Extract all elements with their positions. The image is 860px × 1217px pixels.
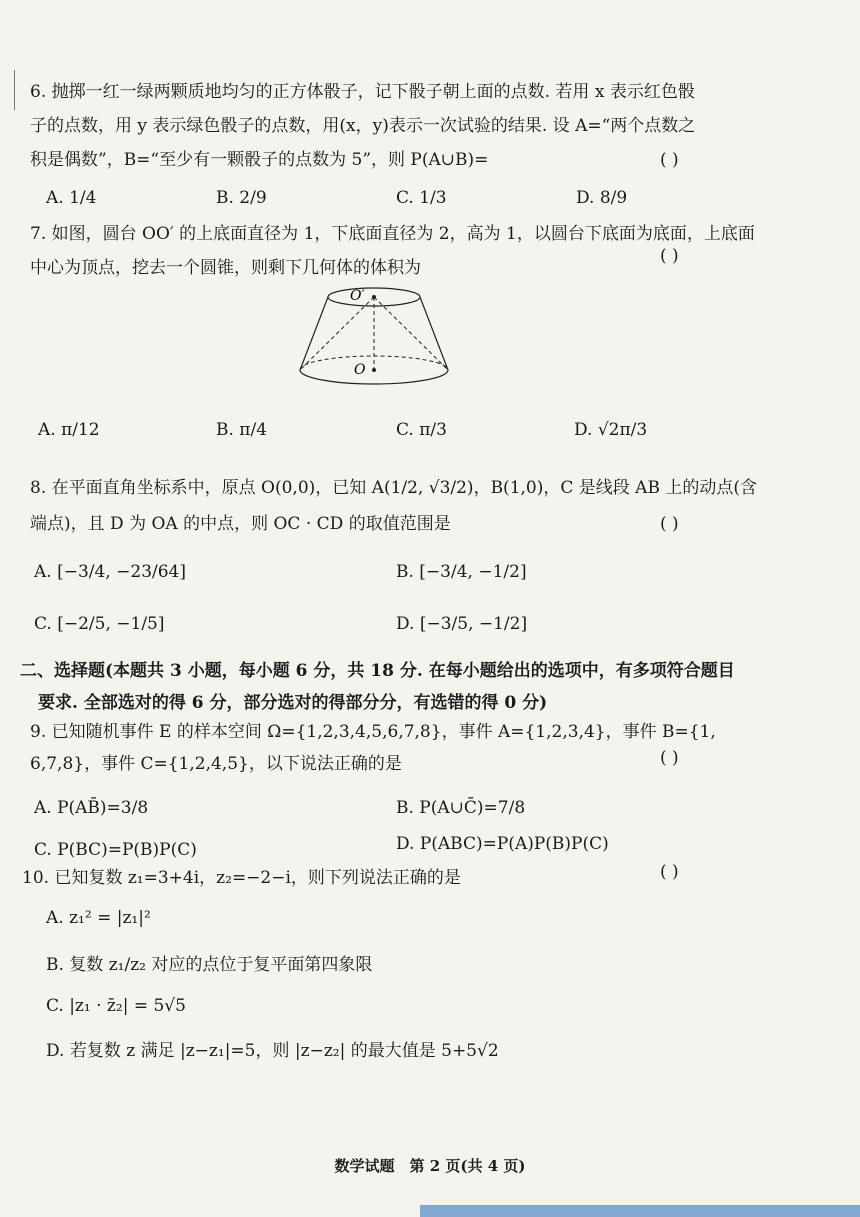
q6-option-b: B. 2/9 [216,188,267,208]
q8-line2: 端点)，且 D 为 OA 的中点，则 OC · CD 的取值范围是 [30,514,451,534]
q8-line1: 8. 在平面直角坐标系中，原点 O(0,0)，已知 A(1/2, √3/2)，B(1,0)，C 是线段 AB 上的动点(含 [30,478,757,498]
margin-line [14,70,15,110]
q6-answer-bracket: ( ) [660,150,679,170]
q8-answer-bracket: ( ) [660,514,679,534]
q10-option-d: D. 若复数 z 满足 |z−z₁|=5，则 |z−z₂| 的最大值是 5+5√2 [46,1041,499,1061]
q10-line1: 10. 已知复数 z₁=3+4i，z₂=−2−i，则下列说法正确的是 [22,868,461,888]
q9-line1: 9. 已知随机事件 E 的样本空间 Ω={1,2,3,4,5,6,7,8}，事件 A={1,2,3,4}，事件 B={1, [30,722,716,742]
q8-option-a: A. [−3/4, −23/64] [34,562,186,582]
page-footer: 数学试题 第 2 页(共 4 页) [334,1157,526,1175]
q7-option-c: C. π/3 [396,420,447,440]
q6-option-a: A. 1/4 [46,188,97,208]
q9-option-b: B. P(A∪C̄)=7/8 [396,798,526,818]
q7-line1: 7. 如图，圆台 OO′ 的上底面直径为 1，下底面直径为 2，高为 1，以圆台下底面为底面，上底面 [30,224,755,244]
q7-option-d: D. √2π/3 [574,420,648,440]
q7-option-b: B. π/4 [216,420,268,440]
q9-option-c: C. P(BC)=P(B)P(C) [34,840,197,860]
q6-line2: 子的点数，用 y 表示绿色骰子的点数，用(x，y)表示一次试验的结果. 设 A=“两个点数之 [30,116,696,136]
q6-line1: 6. 抛掷一红一绿两颗质地均匀的正方体骰子，记下骰子朝上面的点数. 若用 x 表示红色骰 [30,82,695,102]
q8-option-b: B. [−3/4, −1/2] [396,562,527,582]
q10-option-a: A. z₁² = |z₁|² [46,908,151,928]
frustum-figure [290,282,460,390]
q9-option-d: D. P(ABC)=P(A)P(B)P(C) [396,834,609,854]
q9-answer-bracket: ( ) [660,748,679,768]
q10-option-b: B. 复数 z₁/z₂ 对应的点位于复平面第四象限 [46,955,373,975]
q10-answer-bracket: ( ) [660,862,679,882]
figure-label-top: O′ [350,288,365,304]
q7-answer-bracket: ( ) [660,246,679,266]
q9-option-a: A. P(AB̄)=3/8 [34,798,149,818]
q10-option-c: C. |z₁ · z̄₂| = 5√5 [46,996,186,1016]
q6-line3: 积是偶数”，B=“至少有一颗骰子的点数为 5”，则 P(A∪B)= [30,150,489,170]
q6-option-c: C. 1/3 [396,188,447,208]
section2-heading-line2: 要求. 全部选对的得 6 分，部分选对的得部分分，有选错的得 0 分) [38,693,548,713]
scan-edge-strip [420,1205,860,1217]
q8-option-c: C. [−2/5, −1/5] [34,614,165,634]
figure-label-bottom: O [354,362,366,378]
q6-option-d: D. 8/9 [576,188,628,208]
q9-line2: 6,7,8}，事件 C={1,2,4,5}，以下说法正确的是 [30,754,402,774]
section2-heading-line1: 二、选择题(本题共 3 小题，每小题 6 分，共 18 分. 在每小题给出的选项中，有多项符合题目 [20,661,735,681]
q7-line2: 中心为顶点，挖去一个圆锥，则剩下几何体的体积为 [30,258,421,278]
q7-option-a: A. π/12 [38,420,100,440]
q8-option-d: D. [−3/5, −1/2] [396,614,528,634]
